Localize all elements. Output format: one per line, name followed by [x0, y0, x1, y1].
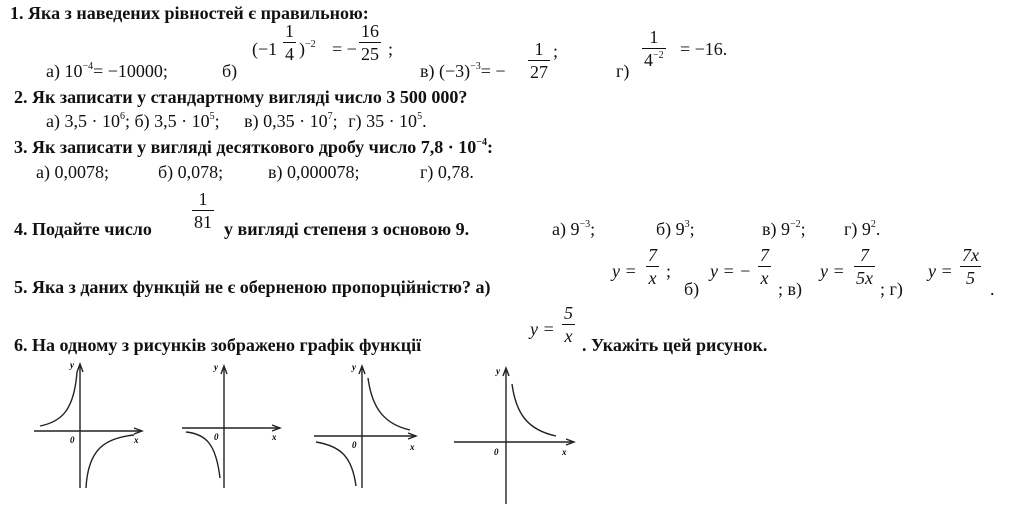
q1-option-d-label: г) — [616, 61, 630, 81]
q1-option-b-eq: = − — [332, 39, 357, 59]
q2-option-d: г) $35 \cdot 10^5$. — [348, 111, 427, 131]
q1-option-b-label: б) — [222, 61, 238, 81]
q3-option-a: а) 0,0078; — [36, 162, 109, 182]
q3-option-b: б) 0,078; — [158, 162, 224, 182]
x-axis-label: x — [410, 442, 415, 452]
origin-label: 0 — [214, 432, 219, 442]
q5-option-a-fraction: 7 x — [648, 245, 657, 288]
q3-option-d: г) 0,78. — [420, 162, 474, 182]
q1-option-b-lhs-close: )$^{-2}$ — [299, 39, 316, 59]
q5-option-c-fraction: 7 5x — [856, 245, 873, 288]
graph-option-2[interactable] — [180, 360, 290, 492]
q5-option-c-sep: ; г) — [880, 279, 903, 299]
origin-label: 0 — [70, 435, 75, 445]
origin-label: 0 — [352, 440, 357, 450]
q6-function-lhs: y = — [530, 319, 555, 339]
q1-option-b-semicolon: ; — [388, 39, 394, 59]
hyperbola-branch-upper-left — [40, 372, 77, 426]
q1-option-b-mixed-fraction: 1 4 — [285, 21, 294, 64]
question-6-title-start: 6. На одному з рисунків зображено графік функції — [14, 335, 422, 355]
x-axis-label: x — [134, 435, 139, 445]
q5-option-a-sep: ; — [666, 261, 672, 281]
q1-option-c-semicolon: ; — [553, 41, 559, 61]
y-axis-label: y — [70, 360, 74, 370]
hyperbola-branch-lower-right — [86, 435, 134, 488]
q5-option-b-label: б) — [684, 279, 700, 299]
x-axis-label: x — [272, 432, 277, 442]
y-axis-label: y — [352, 362, 356, 372]
question-3-title: 3. Як записати у вигляді десяткового дробу число $7,8 \cdot 10^{-4}$: — [14, 137, 493, 157]
graph-option-4[interactable] — [452, 362, 582, 506]
origin-label: 0 — [494, 447, 499, 457]
q5-option-b-sep: ; в) — [778, 279, 802, 299]
q5-option-d-sep: . — [990, 279, 995, 299]
graph-option-1[interactable] — [30, 360, 150, 492]
q5-option-a-lhs: y = — [612, 261, 637, 281]
q1-option-d-fraction: 1 $4^{-2}$ — [644, 27, 664, 70]
y-axis-label: y — [496, 366, 500, 376]
hyperbola-branch-upper-right — [368, 378, 410, 430]
q4-option-c: в) $9^{-2}$; — [762, 219, 806, 239]
q2-option-b: б) $3,5 \cdot 10^5$; — [134, 111, 220, 131]
q1-option-b-rhs-fraction: 16 25 — [361, 21, 379, 64]
q1-option-d-rest: = −16. — [680, 39, 728, 59]
q5-option-d-fraction: 7x 5 — [962, 245, 979, 288]
q4-option-b: б) $9^3$; — [656, 219, 695, 239]
q6-function-fraction: 5 x — [564, 303, 573, 346]
q5-option-b-fraction: 7 x — [760, 245, 769, 288]
hyperbola-branch-lower-left — [316, 442, 356, 486]
hyperbola-branch-upper-right — [512, 384, 556, 436]
q2-option-a: а) $3,5 \cdot 10^6$; — [46, 111, 130, 131]
q4-option-a: а) $9^{-3}$; — [552, 219, 596, 239]
x-axis-label: x — [562, 447, 567, 457]
q2-options — [46, 112, 427, 130]
y-axis-label: y — [214, 362, 218, 372]
question-6-title-end: . Укажіть цей рисунок. — [582, 335, 768, 355]
question-4-title-start: 4. Подайте число — [14, 219, 152, 239]
question-1-title: 1. Яка з наведених рівностей є правильною: — [10, 3, 369, 23]
q5-option-d-lhs: y = — [928, 261, 953, 281]
question-4-title-end: у вигляді степеня з основою 9. — [224, 219, 470, 239]
q4-fraction: 1 81 — [194, 189, 212, 232]
q1-option-b-lhs-open: (−1 — [252, 39, 278, 59]
question-2-title: 2. Як записати у стандартному вигляді число 3 500 000? — [14, 87, 468, 107]
q1-option-a: а) $10^{-4}= -10000$; — [46, 61, 168, 81]
q5-option-b-lhs: y = − — [710, 261, 752, 281]
q5-option-c-lhs: y = — [820, 261, 845, 281]
q3-option-c: в) 0,000078; — [268, 162, 360, 182]
q1-option-c-fraction: 1 27 — [530, 39, 548, 82]
q4-option-d: г) $9^2$. — [844, 219, 881, 239]
q1-option-c: в) $(-3)^{-3}=$ − — [420, 61, 506, 81]
graph-option-3[interactable] — [312, 360, 422, 492]
question-5-title: 5. Яка з даних функцій не є оберненою пропорційністю? а) — [14, 277, 491, 297]
q2-option-c: в) $0,35 \cdot 10^7$; — [244, 111, 338, 131]
